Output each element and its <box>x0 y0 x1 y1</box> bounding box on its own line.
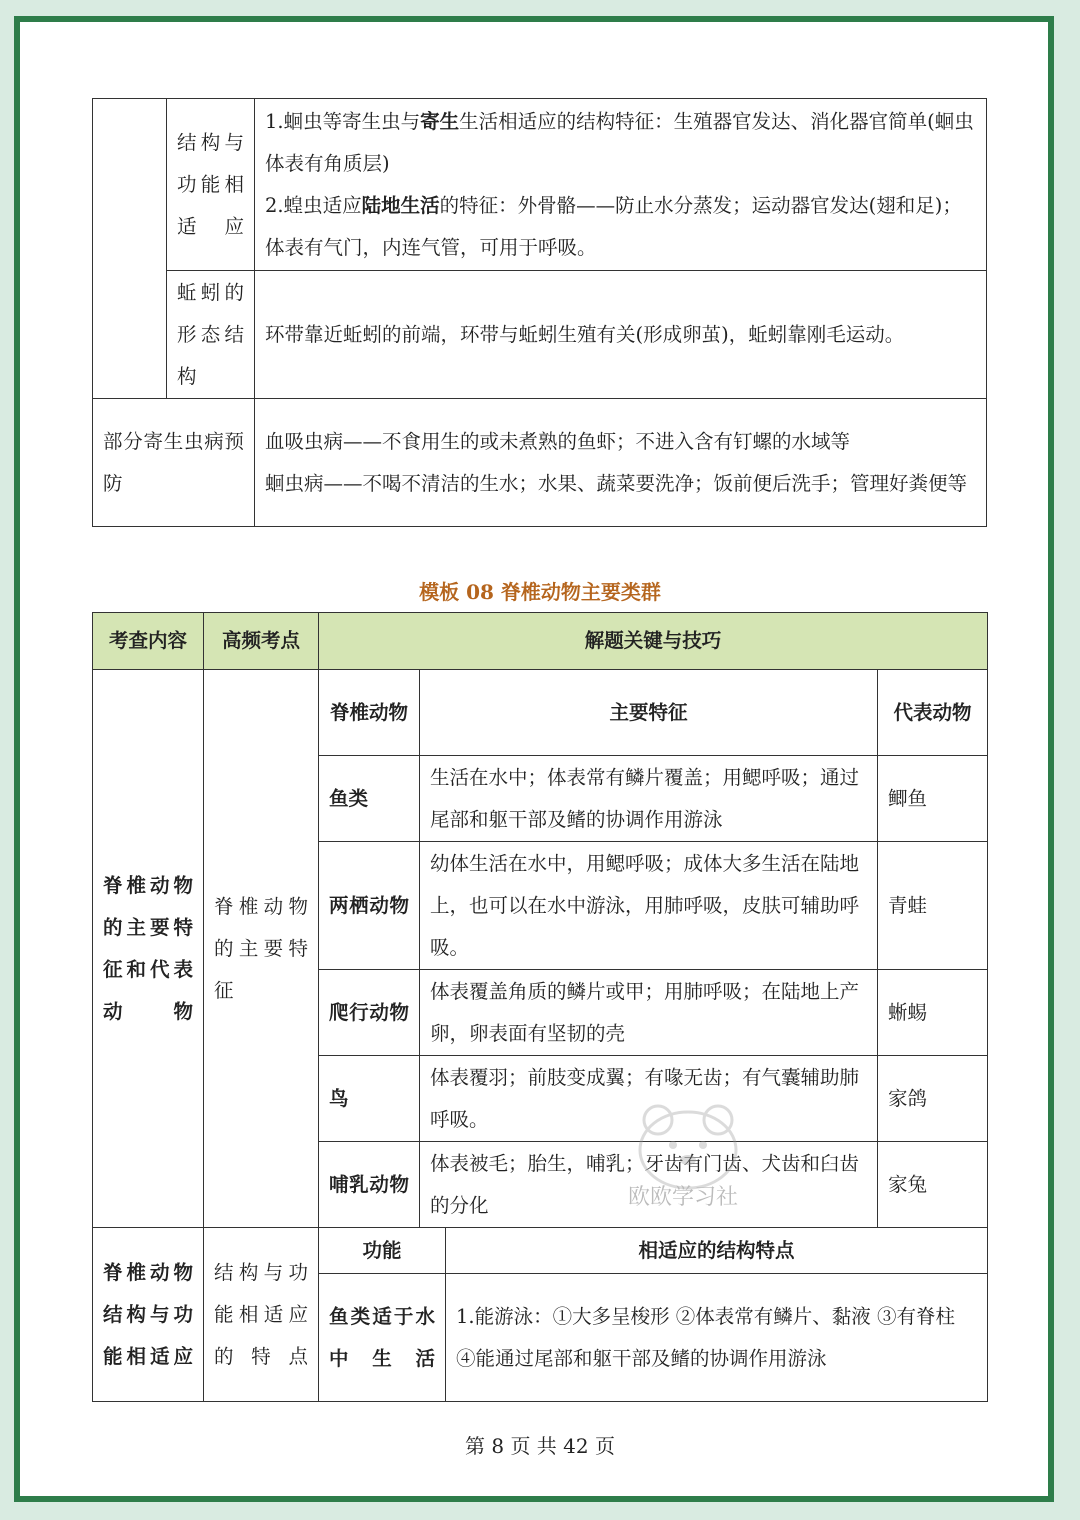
sub-header: 功能 <box>319 1228 446 1274</box>
header-cell: 高频考点 <box>204 613 319 670</box>
row-label: 部分寄生虫病预防 <box>93 399 255 527</box>
animal-name: 哺乳动物 <box>319 1142 420 1228</box>
sub-header: 主要特征 <box>420 670 878 756</box>
text: 1.能游泳：①大多呈梭形 ②体表常有鳞片、黏液 ③有脊柱 <box>456 1304 956 1328</box>
animal-feature: 体表覆羽；前肢变成翼；有喙无齿；有气囊辅助肺呼吸。 <box>420 1056 878 1142</box>
sub-header: 脊椎动物 <box>319 670 420 756</box>
header-cell: 考查内容 <box>93 613 204 670</box>
animal-feature: 体表被毛；胎生，哺乳；牙齿有门齿、犬齿和臼齿的分化 <box>420 1142 878 1228</box>
animal-name: 鱼类 <box>319 756 420 842</box>
table-parasite <box>92 98 987 527</box>
content-cell: 脊椎动物的主要特征和代表动物 <box>93 670 204 1228</box>
text: 2.蝗虫适应 <box>265 193 362 217</box>
content-cell: 脊椎动物结构与功能相适应 <box>93 1228 204 1402</box>
animal-name: 爬行动物 <box>319 970 420 1056</box>
row-content <box>255 399 987 527</box>
animal-example: 鲫鱼 <box>878 756 988 842</box>
row-label: 结构与功能相适应 <box>167 99 255 271</box>
bold-text: 陆地生活 <box>361 193 440 217</box>
row-content <box>255 99 987 271</box>
text: ④能通过尾部和躯干部及鳍的协调作用游泳 <box>456 1346 827 1370</box>
text: 的特征：外骨骼——防止水分蒸发；运动器官发达(翅和足)；体表有气门，内连气管，可用于呼吸。 <box>265 193 962 259</box>
animal-feature: 体表覆盖角质的鳞片或甲；用肺呼吸；在陆地上产卵，卵表面有坚韧的壳 <box>420 970 878 1056</box>
text: 生活相适应的结构特征：生殖器官发达、消化器官简单(蛔虫体表有角质层) <box>265 109 974 175</box>
point-cell: 结构与功能相适应的特点 <box>204 1228 319 1402</box>
text: 血吸虫病——不食用生的或未煮熟的鱼虾；不进入含有钉螺的水域等 <box>265 429 851 453</box>
section-title: 模板 08 脊椎动物主要类群 <box>419 580 661 604</box>
sub-header: 相适应的结构特点 <box>446 1228 988 1274</box>
animal-example: 家鸽 <box>878 1056 988 1142</box>
animal-example: 蜥蜴 <box>878 970 988 1056</box>
bold-text: 寄生 <box>420 109 460 133</box>
function-cell: 鱼类适于水中生活 <box>319 1274 446 1402</box>
row-label: 蚯蚓的形态结构 <box>167 271 255 399</box>
text: 1.蛔虫等寄生虫与 <box>265 109 421 133</box>
animal-name: 两栖动物 <box>319 842 420 970</box>
watermark-text: 欧欧学习社 <box>628 1185 739 1210</box>
empty-cell <box>93 99 167 399</box>
animal-example: 青蛙 <box>878 842 988 970</box>
animal-example: 家兔 <box>878 1142 988 1228</box>
header-cell: 解题关键与技巧 <box>319 613 988 670</box>
point-cell: 脊椎动物的主要特征 <box>204 670 319 1228</box>
animal-feature: 生活在水中；体表常有鳞片覆盖；用鳃呼吸；通过尾部和躯干部及鳍的协调作用游泳 <box>420 756 878 842</box>
text: 蛔虫病——不喝不清洁的生水；水果、蔬菜要洗净；饭前便后洗手；管理好粪便等 <box>265 471 968 495</box>
feature-cell <box>446 1274 988 1402</box>
sub-header: 代表动物 <box>878 670 988 756</box>
animal-name: 鸟 <box>319 1056 420 1142</box>
table-vertebrates <box>92 612 988 1402</box>
page-number: 第 8 页 共 42 页 <box>465 1434 615 1458</box>
row-content: 环带靠近蚯蚓的前端，环带与蚯蚓生殖有关(形成卵茧)，蚯蚓靠刚毛运动。 <box>255 271 987 399</box>
animal-feature: 幼体生活在水中，用鳃呼吸；成体大多生活在陆地上，也可以在水中游泳，用肺呼吸，皮肤可辅助呼吸。 <box>420 842 878 970</box>
